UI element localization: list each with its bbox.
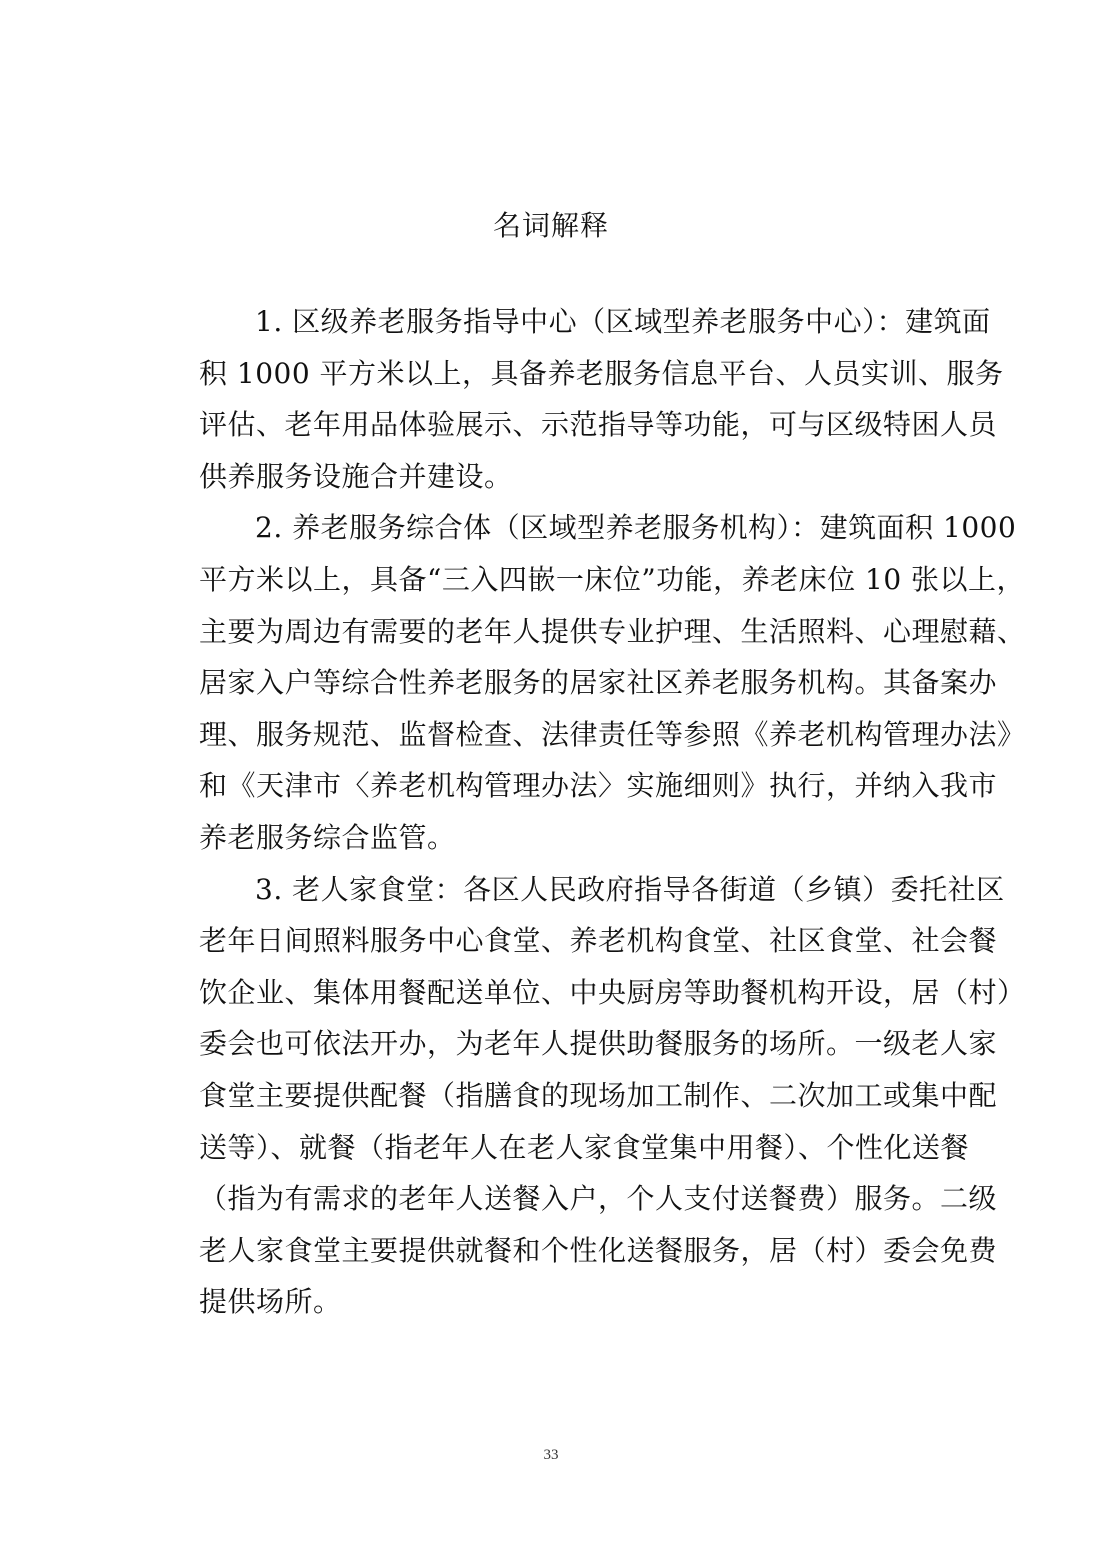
paragraph-line: 送等）、就餐（指老年人在老人家食堂集中用餐）、个性化送餐: [199, 1130, 970, 1164]
paragraph-line: 老年日间照料服务中心食堂、养老机构食堂、社区食堂、社会餐: [199, 924, 998, 958]
document-body: [143, 296, 1026, 1328]
paragraph-line: 3. 老人家食堂：各区人民政府指导各街道（乡镇）委托社区: [255, 872, 1005, 906]
page-number: 33: [543, 1447, 559, 1463]
paragraph-line: 主要为周边有需要的老年人提供专业护理、生活照料、心理慰藉、: [199, 614, 1026, 648]
paragraph-line: 提供场所。: [199, 1285, 342, 1319]
paragraph-line: 2. 养老服务综合体（区域型养老服务机构）：建筑面积 1000: [255, 511, 1017, 545]
paragraph-line: 食堂主要提供配餐（指膳食的现场加工制作、二次加工或集中配: [199, 1078, 998, 1112]
paragraph-line: （指为有需求的老年人送餐入户，个人支付送餐费）服务。二级: [199, 1182, 998, 1216]
paragraph-line: 和《天津市〈养老机构管理办法〉实施细则》执行，并纳入我市: [199, 769, 998, 803]
paragraph-line: 饮企业、集体用餐配送单位、中央厨房等助餐机构开设，居（村）: [199, 975, 1026, 1009]
page-title: 名词解释: [492, 209, 609, 242]
paragraph-line: 老人家食堂主要提供就餐和个性化送餐服务，居（村）委会免费: [199, 1233, 998, 1267]
paragraph-3: [143, 864, 1026, 1328]
paragraph-line: 委会也可依法开办，为老年人提供助餐服务的场所。一级老人家: [199, 1027, 998, 1061]
paragraph-line: 积 1000 平方米以上，具备养老服务信息平台、人员实训、服务: [199, 356, 1004, 390]
paragraph-line: 1. 区级养老服务指导中心（区域型养老服务中心）：建筑面: [255, 305, 991, 338]
paragraph-line: 居家入户等综合性养老服务的居家社区养老服务机构。其备案办: [199, 666, 998, 700]
paragraph-1: [143, 296, 1004, 502]
paragraph-line: 养老服务综合监管。: [199, 820, 456, 854]
paragraph-2: [143, 502, 1026, 863]
paragraph-line: 理、服务规范、监督检查、法律责任等参照《养老机构管理办法》: [199, 717, 1026, 751]
paragraph-line: 评估、老年用品体验展示、示范指导等功能，可与区级特困人员: [199, 408, 998, 442]
paragraph-line: 供养服务设施合并建设。: [199, 459, 513, 493]
paragraph-line: 平方米以上，具备“三入四嵌一床位”功能，养老床位 10 张以上，: [199, 562, 1026, 596]
